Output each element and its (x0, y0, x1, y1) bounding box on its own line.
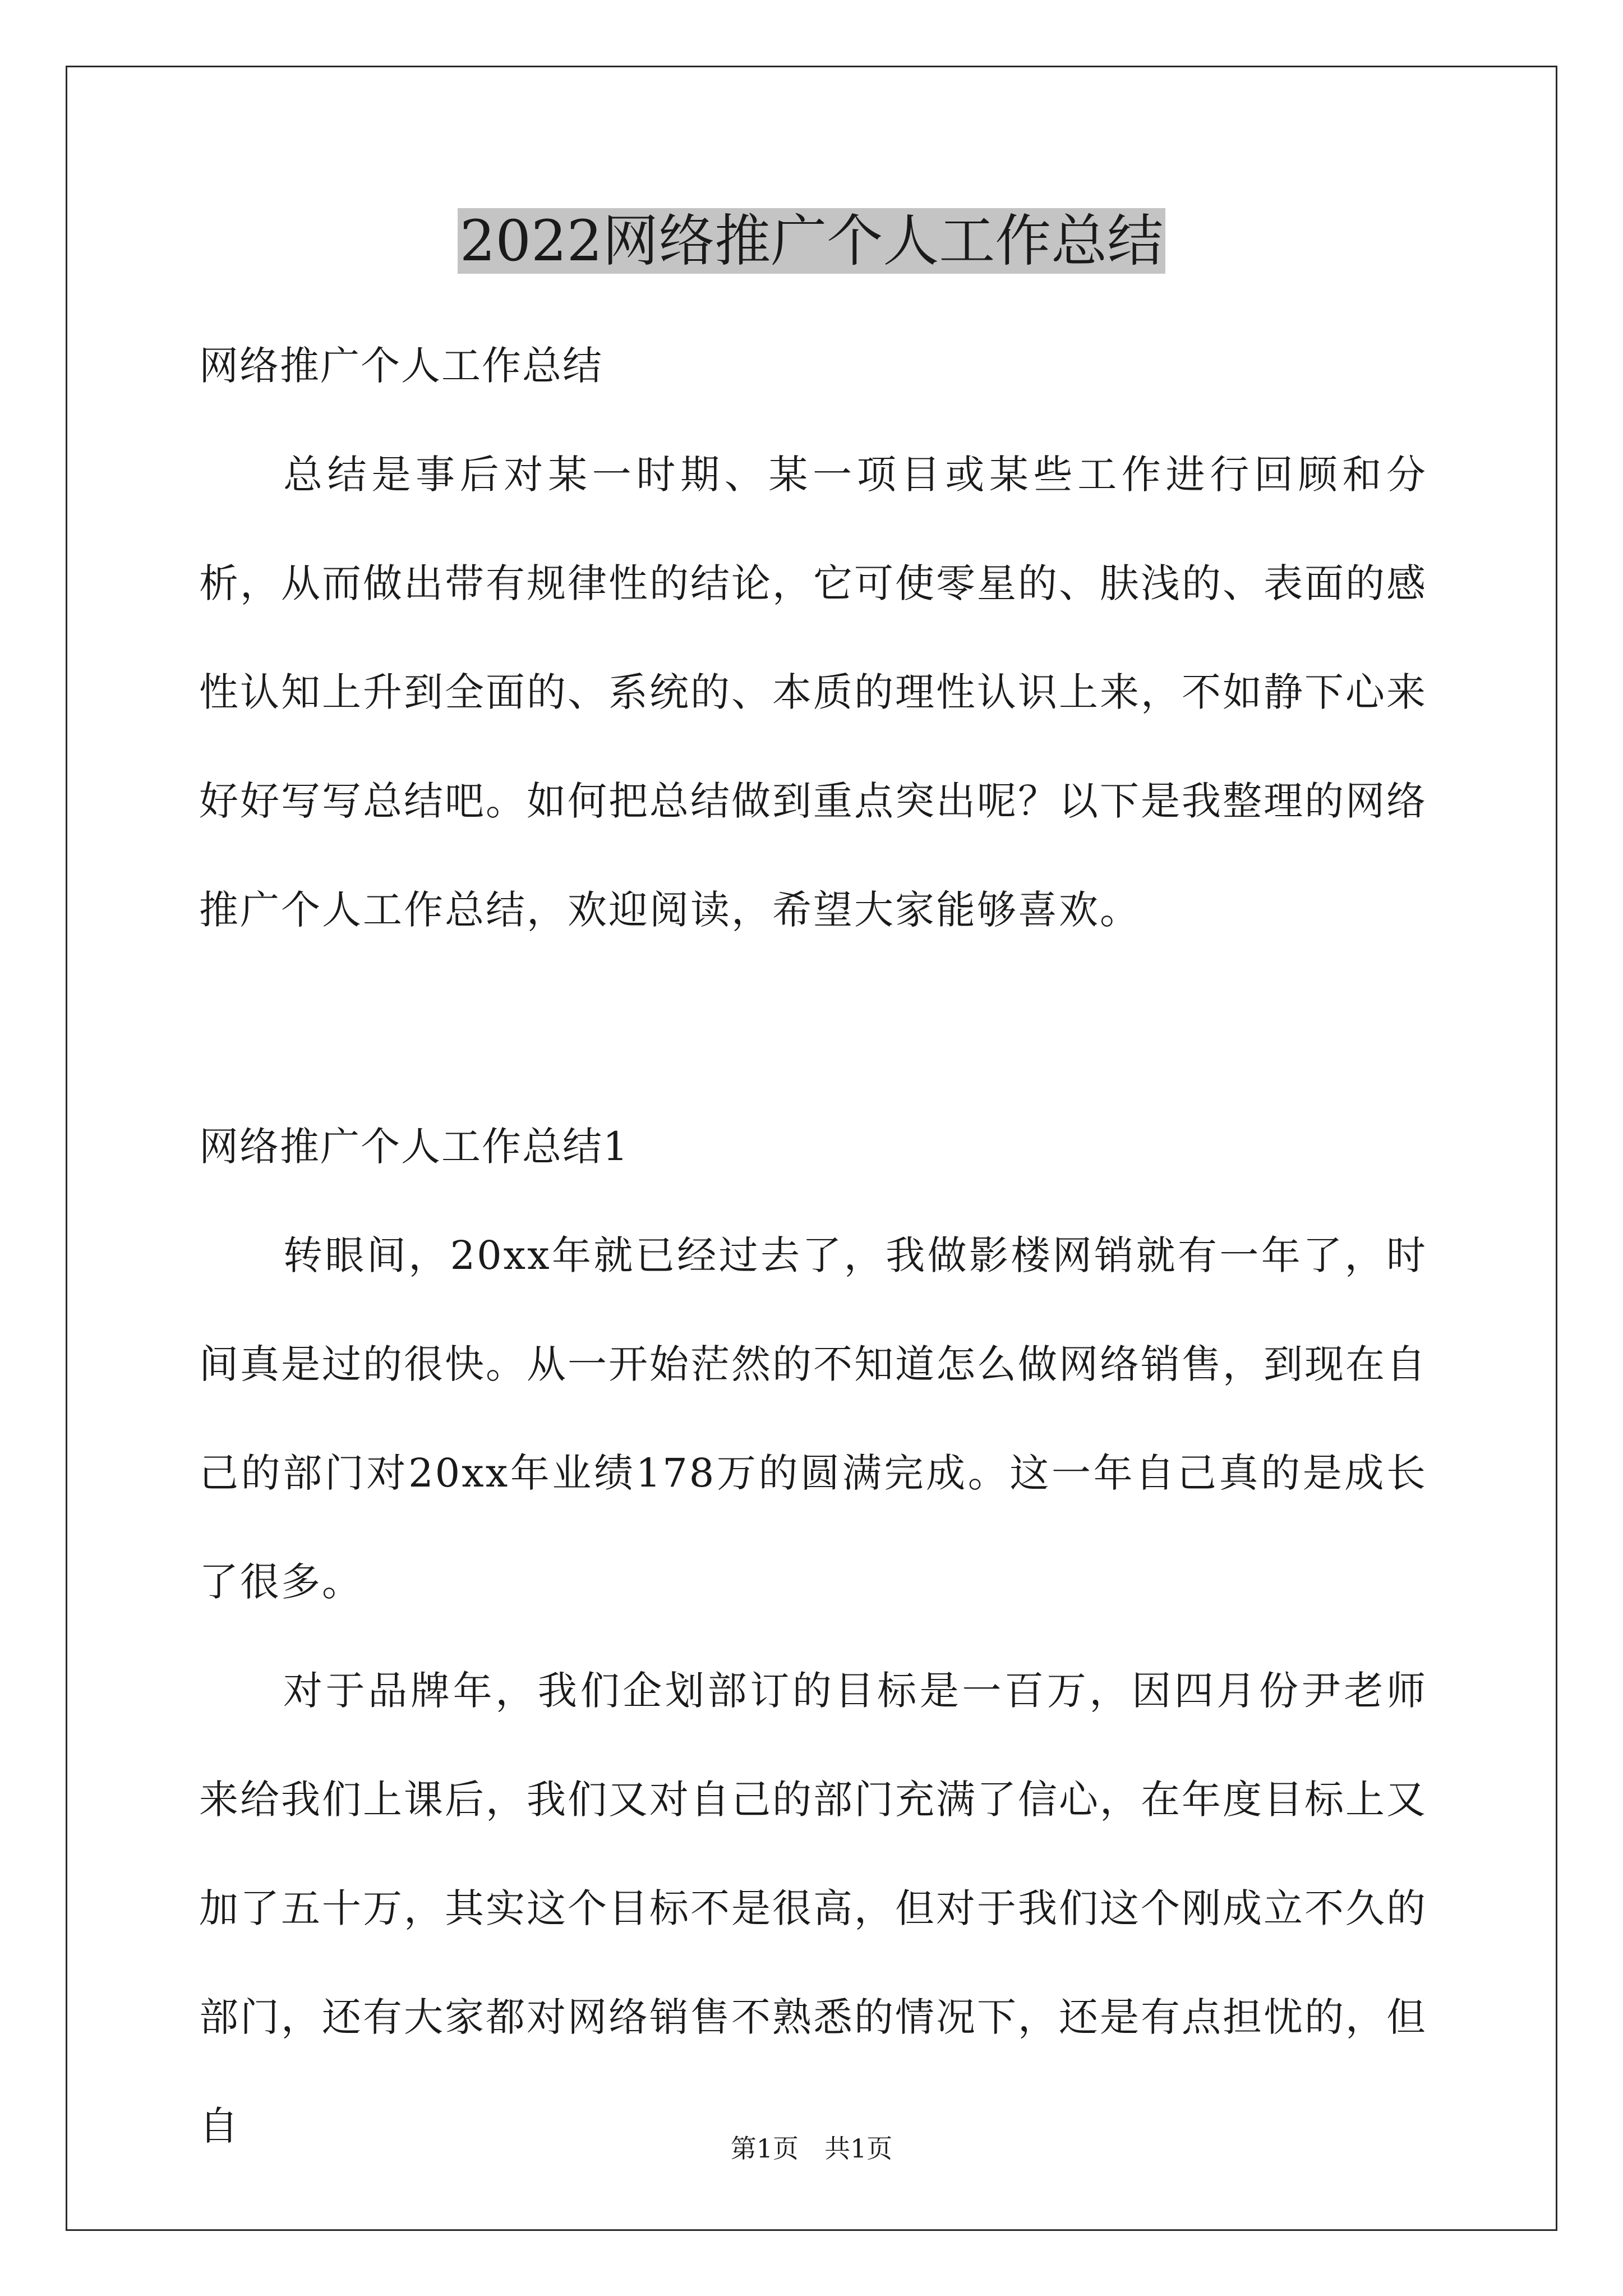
page-number: 第1页 共1页 (730, 2133, 893, 2164)
document-subtitle: 网络推广个人工作总结 (199, 343, 603, 389)
section-spacer (199, 964, 1427, 1092)
intro-paragraph: 总结是事后对某一时期、某一项目或某些工作进行回顾和分析，从而做出带有规律性的结论，它可使零星的、肤浅的、表面的感性认知上升到全面的、系统的、本质的理性认识上来，不如静下心来好好写写总结吧。如何把总结做到重点突出呢？以下是我整理的网络推广个人工作总结，欢迎阅读，希望大家能够喜欢。 (199, 452, 1427, 933)
document-title (0, 199, 1623, 283)
page-footer (0, 2132, 1623, 2165)
section-1-paragraph-2: 对于品牌年，我们企划部订的目标是一百万，因四月份尹老师来给我们上课后，我们又对自己的部门充满了信心，在年度目标上又加了五十万，其实这个目标不是很高，但对于我们这个刚成立不久的部门，还有大家都对网络销售不熟悉的情况下，还是有点担忧的，但自 (199, 1668, 1427, 2149)
section-1-paragraph-1: 转眼间，20xx年就已经过去了，我做影楼网销就有一年了，时间真是过的很快。从一开始茫然的不知道怎么做网络销售，到现在自己的部门对20xx年业绩178万的圆满完成。这一年自己真的是成长了很多。 (199, 1232, 1427, 1605)
section-1-heading: 网络推广个人工作总结1 (199, 1124, 629, 1170)
document-body (199, 311, 1427, 2180)
document-title-text: 2022网络推广个人工作总结 (458, 208, 1166, 274)
